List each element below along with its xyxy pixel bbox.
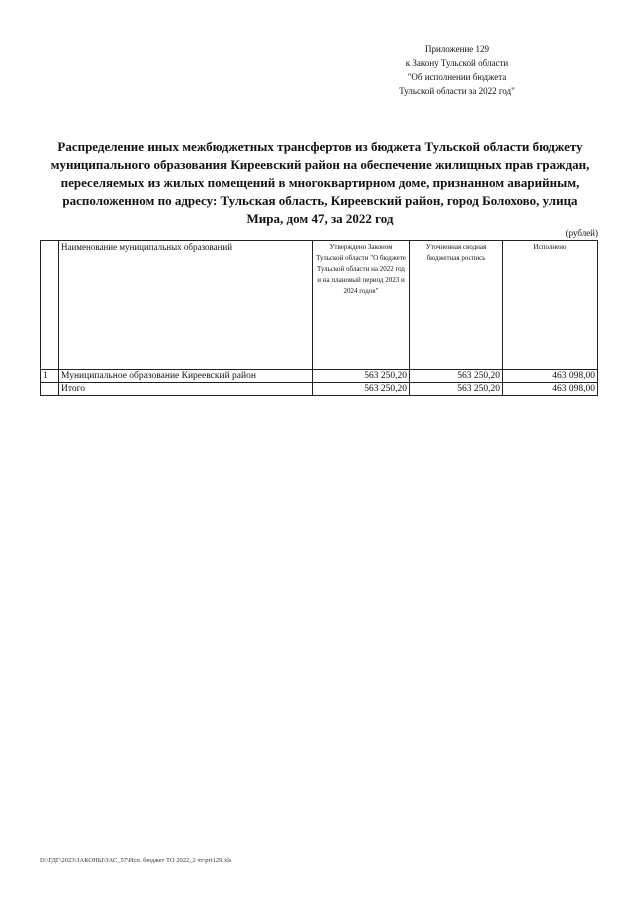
row-refined: 563 250,20: [410, 370, 503, 383]
total-name: Итого: [59, 383, 313, 396]
appendix-line-3: "Об исполнении бюджета: [407, 72, 507, 82]
header-approved: Утверждено Законом Тульской области "О бюджете Тульской области на 2022 год и на плановый период 2023 и 2024 годов": [313, 241, 410, 370]
row-name: Муниципальное образование Киреевский район: [59, 370, 313, 383]
table-total-row: [41, 383, 598, 396]
total-approved: 563 250,20: [313, 383, 410, 396]
table-row: [41, 370, 598, 383]
title-line-5: Мира, дом 47, за 2022 год: [246, 211, 394, 226]
total-index: [41, 383, 59, 396]
row-index: 1: [41, 370, 59, 383]
header-name: Наименование муниципальных образований: [59, 241, 313, 370]
total-refined: 563 250,20: [410, 383, 503, 396]
budget-table: [40, 240, 598, 396]
header-executed: Исполнено: [503, 241, 598, 370]
title-line-2: муниципального образования Киреевский район на обеспечение жилищных прав граждан,: [50, 157, 590, 172]
appendix-line-4: Тульской области за 2022 год": [399, 86, 515, 96]
document-title: [40, 138, 600, 228]
appendix-line-1: Приложение 129: [424, 44, 490, 54]
unit-label: (рублей): [565, 228, 598, 238]
title-line-4: расположенном по адресу: Тульская область, Киреевский район, город Болохово, улица: [62, 193, 578, 208]
row-executed: 463 098,00: [503, 370, 598, 383]
appendix-line-2: к Закону Тульской области: [405, 58, 509, 68]
header-refined: Уточненная сводная бюджетная роспись: [410, 241, 503, 370]
header-index: [41, 241, 59, 370]
appendix-header: [372, 42, 542, 98]
title-line-1: Распределение иных межбюджетных трансфертов из бюджета Тульской области бюджету: [57, 139, 583, 154]
total-executed: 463 098,00: [503, 383, 598, 396]
row-approved: 563 250,20: [313, 370, 410, 383]
table-header-row: [41, 241, 598, 370]
file-path-footer: D:\ГДГ\2023\ЗАКОНЫ\ЗАС_57\Исп. бюджет ТО 2022_2 чт\pri129.xls: [40, 857, 232, 864]
title-line-3: переселяемых из жилых помещений в многоквартирном доме, признанном аварийным,: [60, 175, 580, 190]
